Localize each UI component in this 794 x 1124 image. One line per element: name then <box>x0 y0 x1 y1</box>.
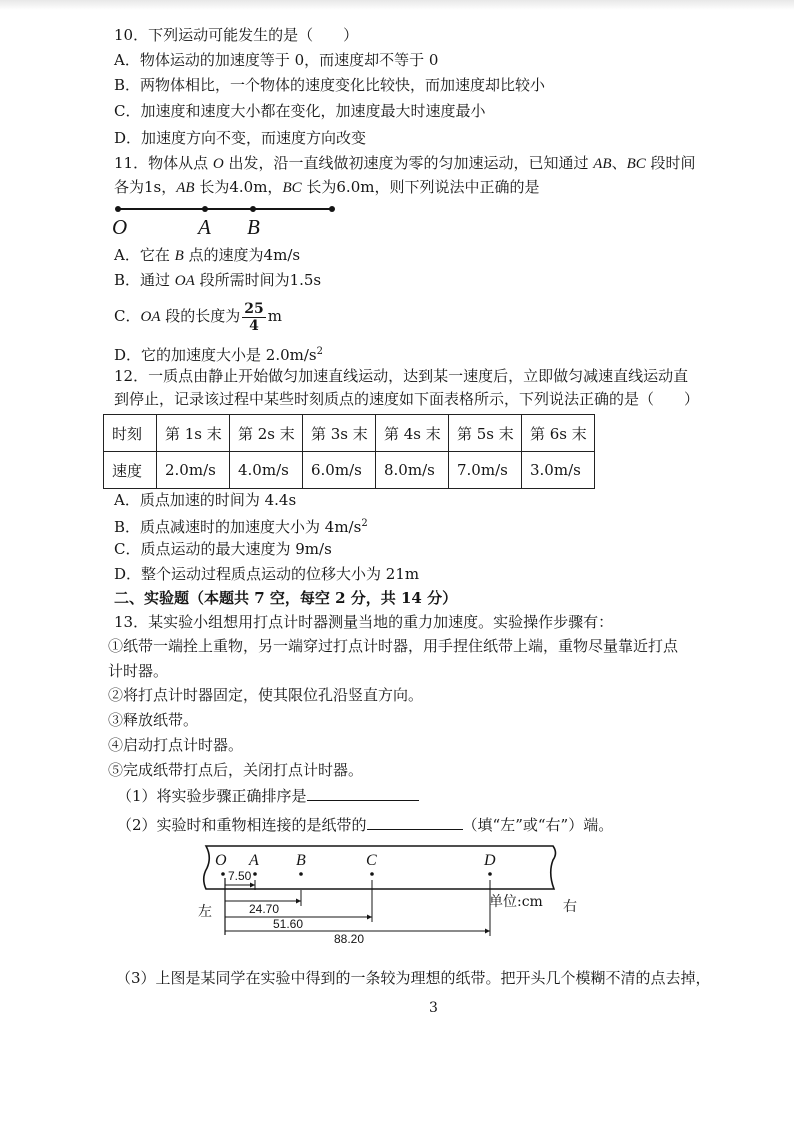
q11-fraction: $\frac{25}{4}$ <box>244 300 264 334</box>
tape-label-o: O <box>215 852 227 869</box>
q11-label-b: B <box>247 215 260 239</box>
q10-option-a: A．物体运动的加速度等于 0，而速度却不等于 0 <box>114 51 439 69</box>
q12-stem-line1: 12．一质点由静止开始做匀加速直线运动，达到某一速度后，立即做匀减速直线运动直 <box>114 367 689 385</box>
tape-right-label: 右 <box>563 899 577 915</box>
q12-option-d: D．整个运动过程质点运动的位移大小为 21m <box>114 565 420 583</box>
tape-dot-c <box>370 872 374 876</box>
q13-step-4: ④启动打点计时器。 <box>108 736 244 754</box>
q12-option-b: B．质点减速时的加速度大小为 $4m/s^2$ <box>114 518 368 536</box>
q13-step-2: ②将打点计时器固定，使其限位孔沿竖直方向。 <box>108 686 424 704</box>
tape-label-b: B <box>296 852 306 869</box>
q11-stem-line2: 各为1s，AB 长为4.0m，BC 长为6.0m，则下列说法中正确的是 <box>114 178 540 196</box>
table-header-speed: 速度 <box>104 452 157 489</box>
section-2-title: 二、实验题（本题共 7 空，每空 2 分，共 14 分） <box>114 589 458 607</box>
tape-left-label: 左 <box>198 904 212 920</box>
table-cell-speed-1: 2.0m/s <box>157 452 230 489</box>
q10-stem: 10．下列运动可能发生的是（ ） <box>114 26 359 44</box>
table-cell-speed-4: 8.0m/s <box>376 452 449 489</box>
q13-sub-question-1: （1）将实验步骤正确排序是 <box>117 786 419 806</box>
table-cell-time-5: 第 5s 末 <box>449 415 522 452</box>
q12-stem-line2: 到停止，记录该过程中某些时刻质点的速度如下面表格所示，下列说法正确的是（ ） <box>114 390 700 408</box>
q11-label-a: A <box>198 215 211 239</box>
q13-step-3: ③释放纸带。 <box>108 711 199 729</box>
q12-option-a: A．质点加速的时间为 4.4s <box>114 491 297 509</box>
q13-step-1-line2: 计时器。 <box>108 662 169 680</box>
tape-dot-b <box>299 872 303 876</box>
table-cell-time-6: 第 6s 末 <box>522 415 595 452</box>
table-cell-time-4: 第 4s 末 <box>376 415 449 452</box>
q13-sub-question-3: （3）上图是某同学在实验中得到的一条较为理想的纸带。把开头几个模糊不清的点去掉， <box>116 969 711 987</box>
table-cell-time-1: 第 1s 末 <box>157 415 230 452</box>
tape-dist-od: 88.20 <box>334 932 365 946</box>
q13-step-1-line1: ①纸带一端拴上重物，另一端穿过打点计时器，用手捏住纸带上端，重物尽量靠近打点 <box>108 637 679 655</box>
table-cell-time-3: 第 3s 末 <box>303 415 376 452</box>
q10-option-b: B．两物体相比，一个物体的速度变化比较快，而加速度却比较小 <box>114 76 546 94</box>
q11-option-a: A．它在 B 点的速度为4m/s <box>114 246 301 264</box>
q13-step-5: ⑤完成纸带打点后，关闭打点计时器。 <box>108 761 364 779</box>
q13-stem: 13．某实验小组想用打点计时器测量当地的重力加速度。实验操作步骤有： <box>114 613 614 631</box>
table-cell-speed-6: 3.0m/s <box>522 452 595 489</box>
table-cell-speed-5: 7.0m/s <box>449 452 522 489</box>
tape-dot-d <box>488 872 492 876</box>
tape-label-c: C <box>366 852 377 869</box>
tape-dot-o <box>221 872 225 876</box>
tape-dist-ob: 24.70 <box>249 902 280 916</box>
tape-unit-label: 单位:cm <box>489 894 543 910</box>
q10-option-d: D．加速度方向不变，而速度方向改变 <box>114 129 367 147</box>
table-cell-speed-3: 6.0m/s <box>303 452 376 489</box>
tape-dist-oc: 51.60 <box>273 917 304 931</box>
table-cell-time-2: 第 2s 末 <box>230 415 303 452</box>
q12-option-c: C．质点运动的最大速度为 9m/s <box>114 540 332 558</box>
q11-label-o: O <box>112 215 128 239</box>
q10-option-c: C．加速度和速度大小都在变化，加速度最大时速度最小 <box>114 102 486 120</box>
page-number: 3 <box>429 1000 438 1016</box>
tape-dot-a <box>253 872 257 876</box>
q11-option-b: B．通过 OA 段所需时间为1.5s <box>114 271 322 289</box>
q13-sub-question-2: （2）实验时和重物相连接的是纸带的 （填“左”或“右”）端。 <box>117 816 614 834</box>
tape-label-a: A <box>249 852 259 869</box>
table-header-time: 时刻 <box>104 415 157 452</box>
table-cell-speed-2: 4.0m/s <box>230 452 303 489</box>
tape-dist-oa: 7.50 <box>228 869 252 883</box>
tape-label-d: D <box>484 852 496 869</box>
q11-option-d: D．它的加速度大小是 $2.0m/s^2$ <box>114 346 324 364</box>
q11-stem-line1: 11．物体从点 O 出发，沿一直线做初速度为零的匀加速运动，已知通过 AB、BC 段时间 <box>114 154 696 172</box>
q11-option-c: C．OA 段的长度为 $\frac{25}{4}$ m <box>114 300 282 334</box>
